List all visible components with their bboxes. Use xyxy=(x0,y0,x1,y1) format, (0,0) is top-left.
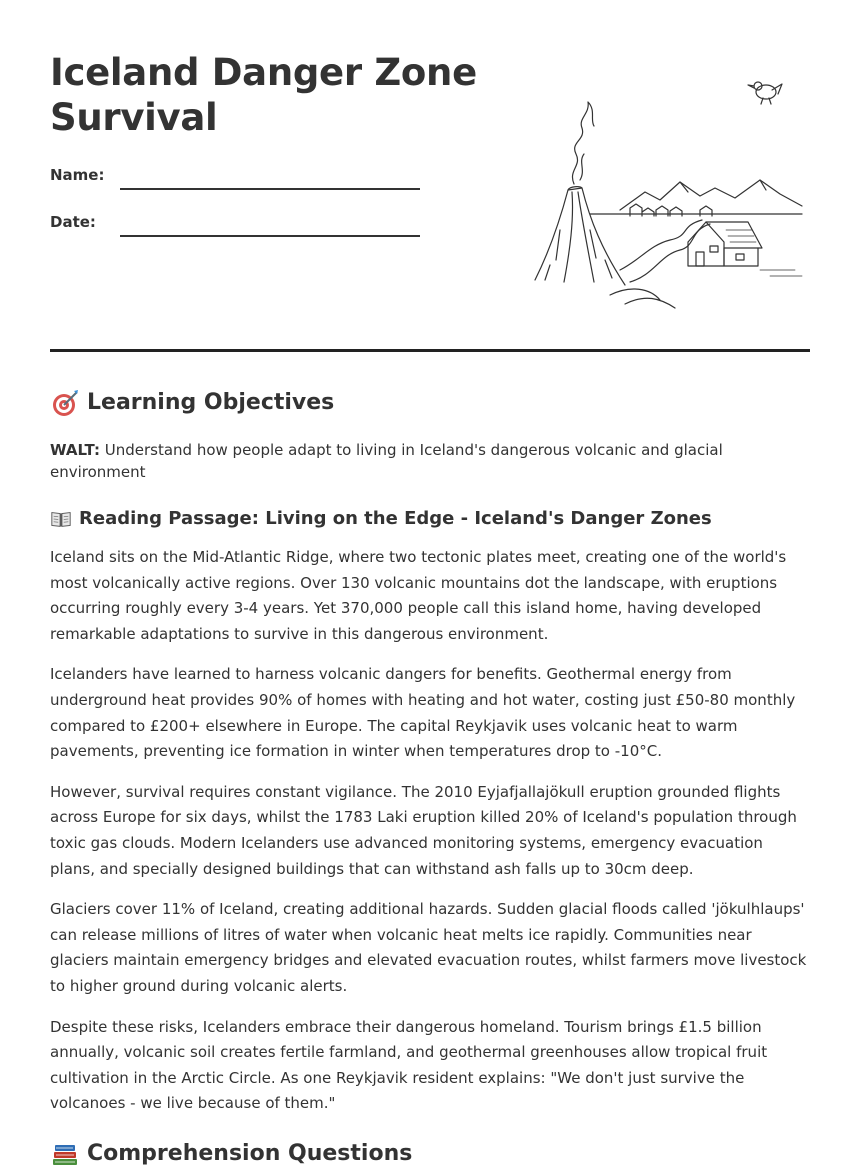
reading-passage-title: Reading Passage: Living on the Edge - Iceland's Danger Zones xyxy=(79,508,712,529)
walt-statement xyxy=(50,439,810,483)
name-field[interactable] xyxy=(120,160,420,190)
learning-objectives-title: Learning Objectives xyxy=(87,390,335,415)
worksheet-content xyxy=(50,370,810,1169)
open-book-icon xyxy=(50,508,72,530)
walt-label: WALT: xyxy=(50,441,100,459)
passage-paragraph: However, survival requires constant vigilance. The 2010 Eyjafjallajökull eruption grounded flights across Europe for six days, whilst the 1783 Laki eruption killed 20% of Iceland's population through toxic gas clouds. Modern Icelanders use advanced monitoring systems, emergency evacuation plans, and specially designed buildings that can withstand ash falls up to 30cm deep. xyxy=(50,782,797,878)
passage-paragraph: Iceland sits on the Mid-Atlantic Ridge, where two tectonic plates meet, creating one of the world's most volcanically active regions. Over 130 volcanic mountains dot the landscape, with eruptions occurring roughly every 3-4 years. Yet 370,000 people call this island home, having developed remarkable adaptations to survive in this dangerous environment. xyxy=(50,548,787,643)
comprehension-questions-heading xyxy=(50,1139,810,1169)
worksheet-header xyxy=(50,0,810,352)
passage-paragraph: Glaciers cover 11% of Iceland, creating additional hazards. Sudden glacial floods called 'jökulhlaups' can release millions of litres of water when volcanic heat melts ice rapidly. Communities near glaciers maintain emergency bridges and elevated evacuation routes, whilst farmers move livestock to higher ground during volcanic alerts. xyxy=(50,900,807,995)
worksheet-page xyxy=(50,0,810,1166)
puffin-bird-icon xyxy=(748,82,782,104)
reading-passage-heading xyxy=(50,506,810,532)
name-field-row xyxy=(50,160,470,190)
walt-text: Understand how people adapt to living in Iceland's dangerous volcanic and glacial environment xyxy=(50,441,723,481)
name-label: Name: xyxy=(50,166,105,184)
date-label: Date: xyxy=(50,213,96,231)
learning-objectives-heading xyxy=(50,388,810,418)
target-icon xyxy=(50,388,80,418)
cottage-icon xyxy=(688,222,762,266)
date-field[interactable] xyxy=(120,207,420,237)
date-field-row xyxy=(50,207,470,237)
page-title: Iceland Danger Zone Survival xyxy=(50,51,477,139)
books-icon xyxy=(50,1139,80,1169)
comprehension-questions-title: Comprehension Questions xyxy=(87,1140,413,1166)
passage-paragraph: Despite these risks, Icelanders embrace their dangerous homeland. Tourism brings £1.5 billion annually, volcanic soil creates fertile farmland, and geothermal greenhouses allow tropical fruit cultivation in the Arctic Circle. As one Reykjavik resident explains: "We don't just survive the volcanoes - we live because of them." xyxy=(50,1017,768,1113)
reading-passage xyxy=(50,545,810,1117)
passage-paragraph: Icelanders have learned to harness volcanic dangers for benefits. Geothermal energy from underground heat provides 90% of homes with heating and hot water, costing just £50-80 monthly compared to £200+ elsewhere in Europe. The capital Reykjavik uses volcanic heat to warm pavements, preventing ice formation in winter when temperatures drop to -10°C. xyxy=(50,665,796,761)
iceland-volcano-illustration xyxy=(530,70,810,310)
